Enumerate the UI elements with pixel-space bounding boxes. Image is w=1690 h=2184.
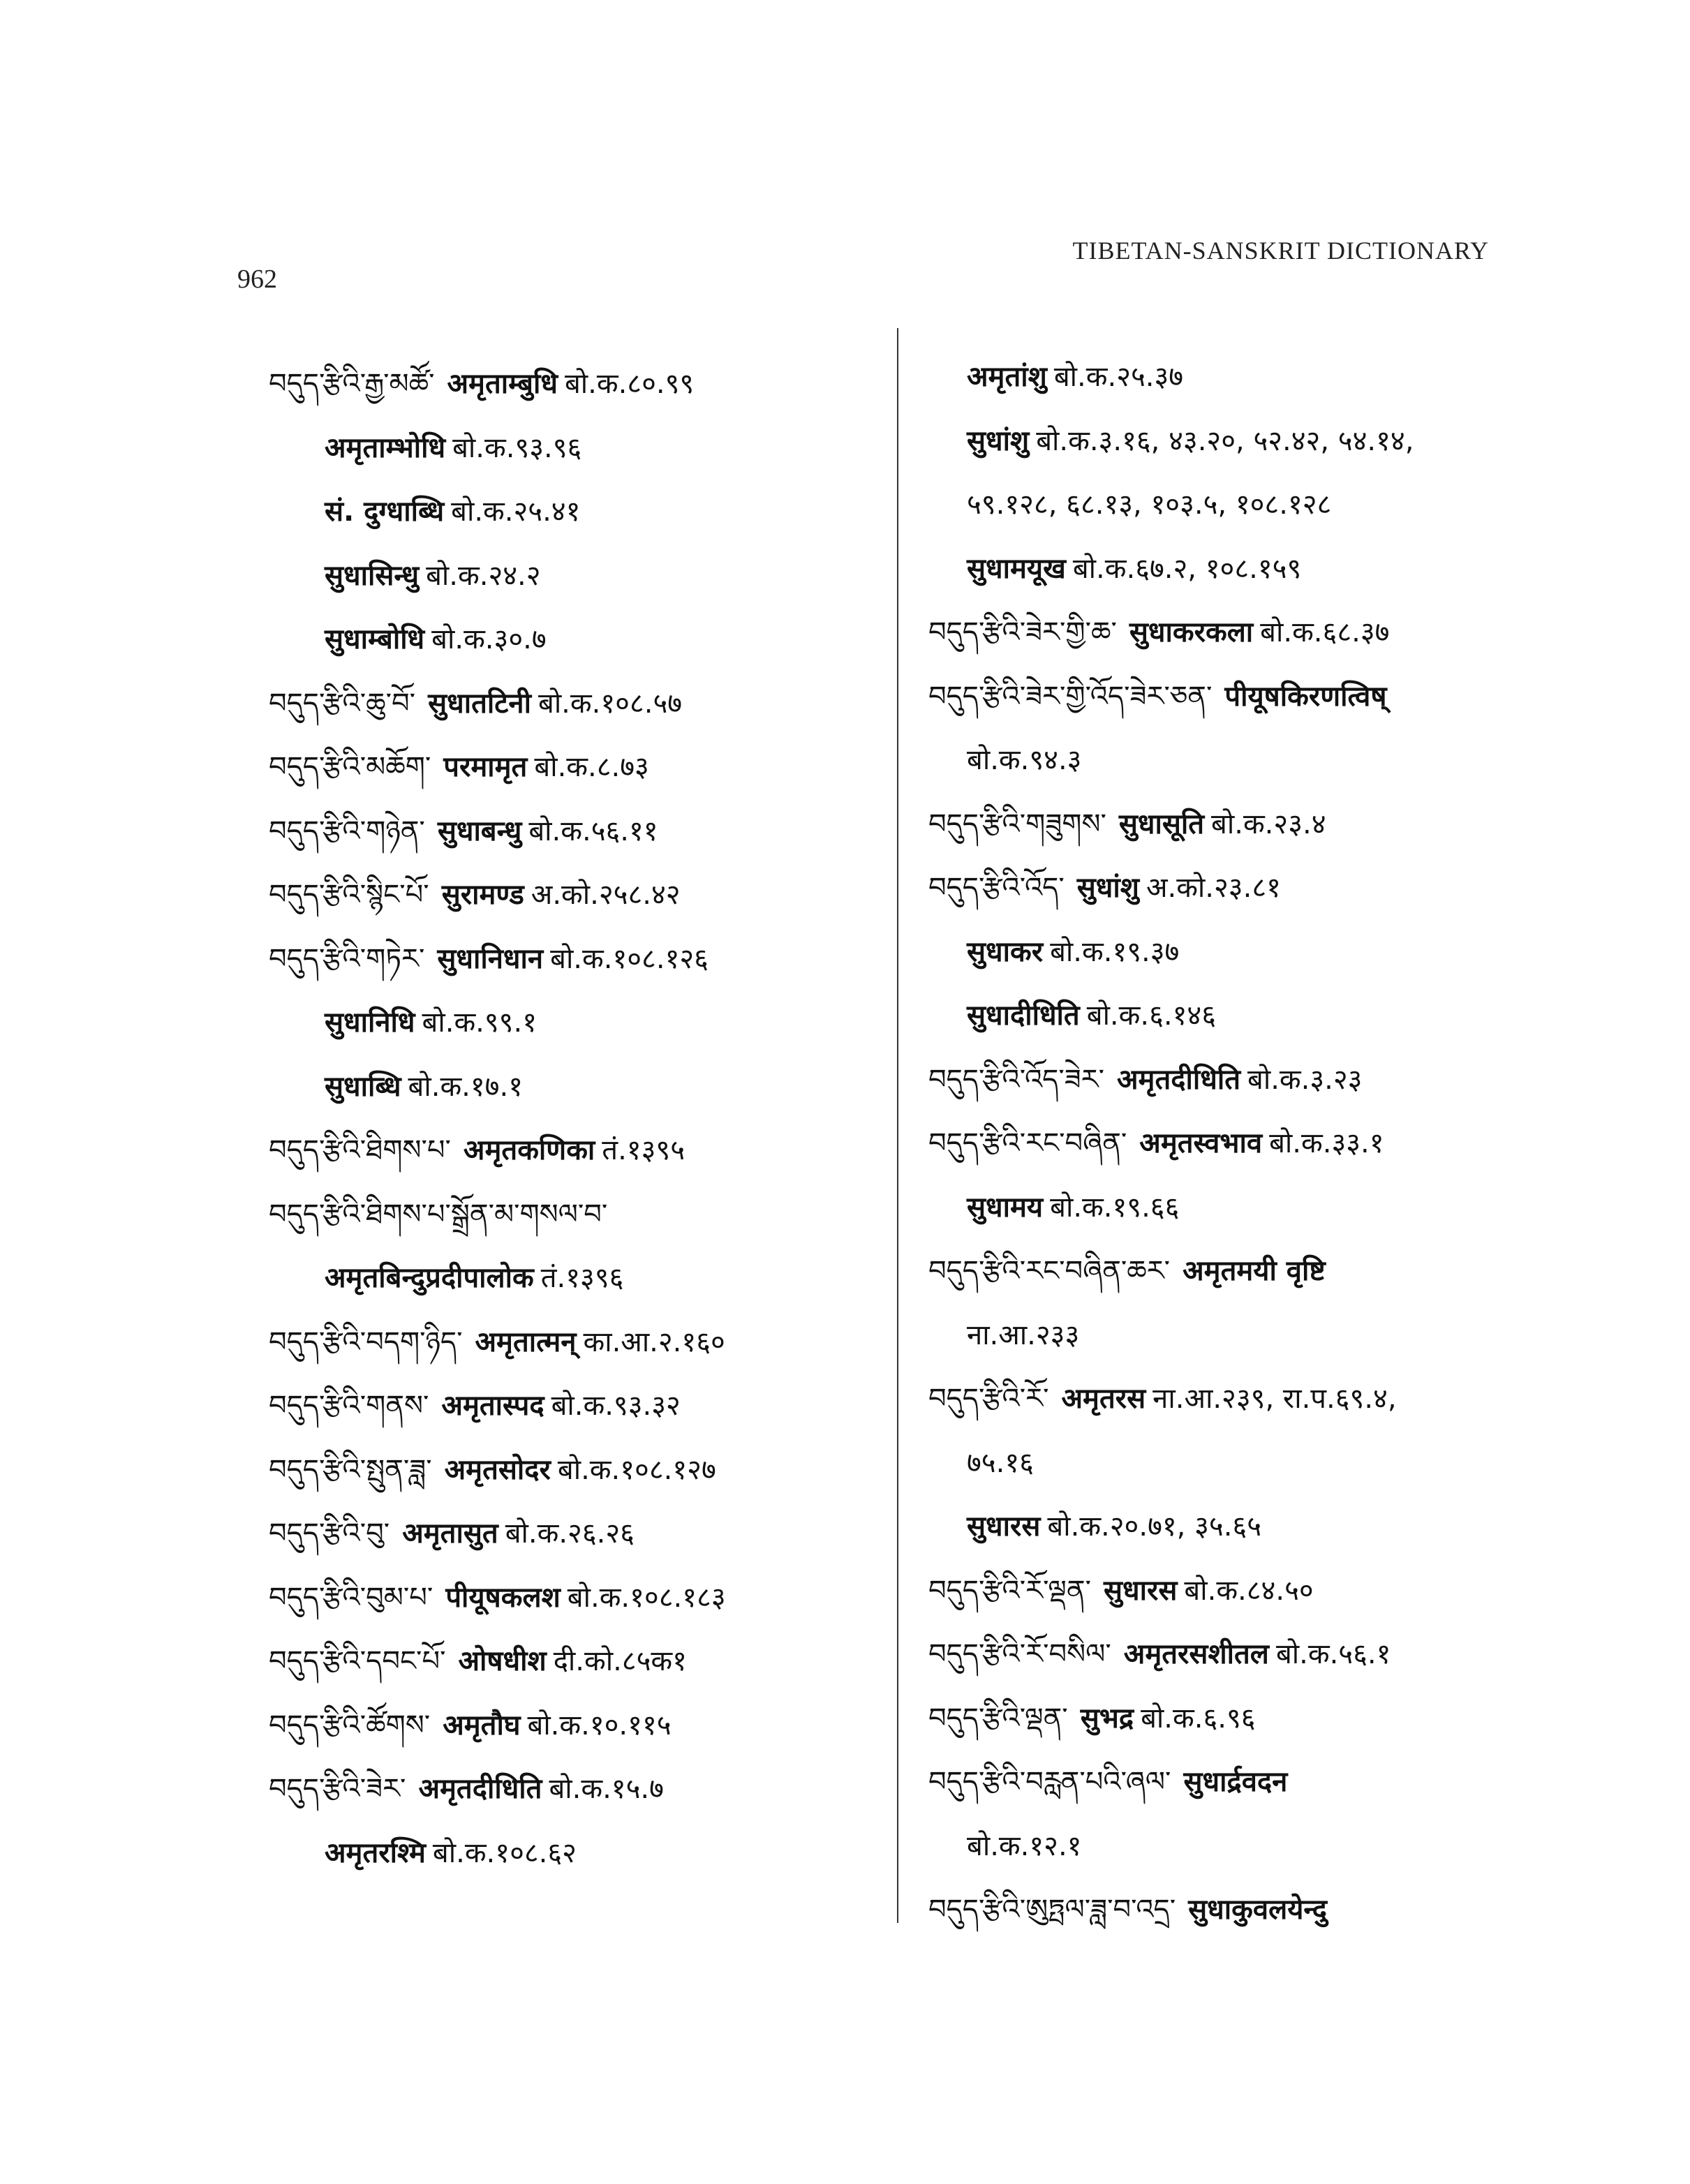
sanskrit-equivalent: सुधाबन्धु	[437, 815, 522, 847]
sanskrit-equivalent: अमृताम्बुधि	[447, 368, 558, 400]
tibetan-headword: བདུད་རྩིའི་མཆོག་	[269, 751, 431, 783]
tibetan-headword: བདུད་རྩིའི་གཉེན་	[269, 815, 425, 847]
dictionary-entry-line	[325, 427, 581, 469]
source-reference: अ.को.२३.८१	[1146, 872, 1281, 904]
tibetan-headword: བདུད་རྩིའི་ཟེར་གྱི་འོད་ཟེར་ཅན་	[928, 680, 1213, 713]
dictionary-entry-line	[325, 555, 541, 597]
sanskrit-equivalent: सुधाम्बोधि	[325, 623, 425, 655]
dictionary-entry-line	[967, 739, 1081, 781]
sanskrit-equivalent: अमृतबिन्दुप्रदीपालोक	[325, 1262, 534, 1294]
dictionary-entry-line	[967, 1187, 1179, 1228]
sanskrit-equivalent: अमृतरस	[1061, 1383, 1146, 1415]
source-reference: बो.क.६८.३७	[1260, 616, 1390, 648]
tibetan-headword: བདུད་རྩིའི་རོ་བསིལ་	[928, 1638, 1111, 1670]
sanskrit-equivalent: सुधाकरकला	[1129, 616, 1254, 648]
sanskrit-equivalent: अमृताम्भोधि	[325, 431, 446, 464]
dictionary-entry-line	[928, 1570, 1314, 1612]
tibetan-headword: བདུད་རྩིའི་ཟེར་	[269, 1773, 406, 1805]
dictionary-entry-line	[269, 874, 681, 916]
source-reference: बो.क.१०.११५	[527, 1709, 672, 1741]
sanskrit-equivalent: परमामृत	[443, 751, 528, 783]
sanskrit-equivalent: अमृतमयी वृष्टि	[1183, 1255, 1326, 1287]
source-reference: बो.क.२५.३७	[1053, 361, 1184, 393]
dictionary-entry-line	[928, 1698, 1256, 1739]
tibetan-headword: བདུད་རྩིའི་སྙིང་པོ་	[269, 879, 429, 911]
source-reference: ७५.१६	[967, 1446, 1034, 1479]
sanskrit-equivalent: अमृतौघ	[443, 1709, 521, 1741]
dictionary-entry-line	[269, 1129, 685, 1171]
dictionary-entry-line	[967, 995, 1216, 1037]
tibetan-headword: བདུད་རྩིའི་བདག་ཉིད་	[269, 1325, 463, 1358]
dictionary-entry-line	[928, 611, 1389, 653]
source-reference: बो.क.९३.९६	[452, 431, 582, 464]
tibetan-headword: བདུད་རྩིའི་ཐིགས་པ་སྒྲོན་མ་གསལ་བ་	[269, 1198, 608, 1231]
tibetan-headword: བདུད་རྩིའི་འོད་ཟེར་	[928, 1063, 1104, 1096]
dictionary-entry-line	[269, 1704, 672, 1746]
sanskrit-equivalent: अमृतस्वभाव	[1139, 1127, 1263, 1159]
dictionary-entry-line	[269, 1385, 681, 1427]
dictionary-entry-line	[967, 484, 1331, 526]
source-reference: बो.क.६.१४६	[1086, 1000, 1216, 1032]
sanskrit-equivalent: अमृतदीधिति	[418, 1773, 542, 1805]
source-reference: बो.क.८४.५०	[1184, 1574, 1314, 1607]
running-head: TIBETAN-SANSKRIT DICTIONARY	[1072, 237, 1489, 265]
source-reference: बो.क.१२.१	[967, 1829, 1082, 1862]
source-reference: बो.क.१०८.१२६	[550, 942, 709, 975]
dictionary-entry-line	[269, 1768, 664, 1810]
source-reference: बो.क.३.१६, ४३.२०, ५२.४२, ५४.१४,	[1036, 424, 1414, 457]
source-reference: बो.क.९९.१	[422, 1006, 537, 1039]
dictionary-entry-line	[967, 1442, 1034, 1484]
tibetan-headword: བདུད་རྩིའི་འོད་	[928, 872, 1065, 904]
dictionary-entry-line	[967, 1506, 1261, 1547]
source-reference: बो.क.२५.४१	[451, 496, 581, 528]
source-reference: बो.क.८.७३	[534, 751, 649, 783]
sanskrit-equivalent: अमृतास्पद	[441, 1390, 544, 1422]
sanskrit-equivalent: सुधांशु	[967, 424, 1030, 457]
tibetan-headword: བདུད་རྩིའི་སྤུན་ཟླ་	[269, 1453, 432, 1486]
tibetan-headword: བདུད་རྩིའི་བུམ་པ་	[269, 1581, 433, 1614]
sanskrit-equivalent: सुधासूति	[1118, 808, 1205, 840]
dictionary-entry-line	[269, 1513, 635, 1554]
source-reference: बो.क.२०.७१, ३५.६५	[1047, 1510, 1262, 1543]
column-divider	[897, 328, 898, 1923]
sanskrit-equivalent: सुधामय	[967, 1191, 1044, 1224]
tibetan-headword: བདུད་རྩིའི་གཟུགས་	[928, 808, 1106, 840]
tibetan-headword: བདུད་རྩིའི་བརླན་པའི་ཞལ་	[928, 1766, 1171, 1798]
source-reference: बो.क.१९.६६	[1050, 1191, 1180, 1224]
source-reference: ५९.१२८, ६८.१३, १०३.५, १०८.१२८	[967, 489, 1332, 521]
source-reference: बो.क.१७.१	[408, 1070, 523, 1103]
sanskrit-equivalent: सुधानिधि	[325, 1006, 415, 1039]
sanskrit-equivalent: सुधामयूख	[967, 552, 1066, 585]
source-reference: बो.क.५६.११	[528, 815, 658, 847]
tibetan-headword: བདུད་རྩིའི་རང་བཞིན་	[928, 1127, 1127, 1159]
tibetan-headword: བདུད་རྩིའི་བུ་	[269, 1517, 390, 1550]
dictionary-entry-line	[269, 810, 658, 852]
sanskrit-equivalent: पीयूषकिरणत्विष्	[1224, 680, 1387, 713]
dictionary-entry-line	[928, 803, 1326, 845]
tibetan-headword: བདུད་རྩིའི་དབང་པོ་	[269, 1645, 446, 1677]
dictionary-entry-line	[269, 1640, 687, 1682]
source-reference: तं.१३९६	[540, 1262, 624, 1294]
sanskrit-equivalent: अमृतात्मन्	[475, 1325, 577, 1358]
source-reference: बो.क.६.९६	[1141, 1702, 1256, 1734]
source-reference: बो.क.५६.१	[1275, 1638, 1391, 1670]
sanskrit-equivalent: अमृतरसशीतल	[1123, 1638, 1269, 1670]
sanskrit-equivalent: सुधादीधिति	[967, 1000, 1080, 1032]
tibetan-headword: བདུད་རྩིའི་ཆུ་བོ་	[269, 687, 416, 720]
source-reference: अ.को.२५८.४२	[531, 879, 681, 911]
tibetan-headword: བདུད་རྩིའི་ཟེར་གྱི་ཆ་	[928, 616, 1117, 648]
source-reference: बो.क.१०८.१८३	[567, 1581, 726, 1614]
dictionary-entry-line	[269, 1321, 725, 1363]
sanskrit-equivalent: ओषधीश	[458, 1645, 547, 1677]
dictionary-entry-line	[325, 1257, 623, 1299]
source-reference: बो.क.३.२३	[1247, 1063, 1363, 1096]
dictionary-entry-line	[325, 1002, 537, 1043]
source-reference: बो.क.१०८.५७	[538, 687, 683, 720]
source-reference: बो.क.९३.३२	[551, 1390, 681, 1422]
source-reference: बो.क.३३.१	[1269, 1127, 1384, 1159]
sanskrit-equivalent: अमृतकणिका	[463, 1134, 595, 1166]
dictionary-entry-line	[269, 938, 709, 980]
sanskrit-equivalent: अमृतांशु	[967, 361, 1047, 393]
sanskrit-equivalent: सुधांशु	[1076, 872, 1139, 904]
tibetan-headword: བདུད་རྩིའི་གནས་	[269, 1390, 429, 1422]
source-reference: ना.आ.२३३	[967, 1318, 1080, 1351]
tibetan-headword: བདུད་རྩིའི་རོ་	[928, 1383, 1049, 1415]
sanskrit-equivalent: सुधातटिनी	[428, 687, 531, 720]
sanskrit-equivalent: सुरामण्ड	[441, 879, 524, 911]
dictionary-entry-line	[967, 420, 1414, 462]
tibetan-headword: བདུད་རྩིའི་རང་བཞིན་ཆར་	[928, 1255, 1171, 1287]
sanskrit-equivalent: सुधाकर	[967, 935, 1044, 968]
dictionary-entry-line	[928, 1059, 1362, 1101]
sanskrit-equivalent: सुधानिधान	[437, 942, 544, 975]
source-reference: बो.क.२६.२६	[505, 1517, 635, 1550]
tibetan-headword: བདུད་རྩིའི་ལྡན་	[928, 1702, 1068, 1734]
sanskrit-equivalent: सुधाकुवलयेन्दु	[1188, 1894, 1328, 1926]
dictionary-entry-line	[928, 676, 1393, 718]
dictionary-entry-line	[928, 1889, 1334, 1931]
dictionary-entry-line	[325, 618, 547, 660]
dictionary-entry-line	[325, 1066, 523, 1108]
sanskrit-equivalent: सुभद्र	[1080, 1702, 1134, 1734]
dictionary-entry-line	[928, 1633, 1391, 1675]
dictionary-entry-line	[269, 1577, 726, 1619]
sanskrit-equivalent: अमृतरश्मि	[325, 1836, 426, 1869]
source-reference: तं.१३९५	[602, 1134, 685, 1166]
dictionary-entry-line	[325, 491, 580, 533]
dictionary-entry-line	[928, 1378, 1397, 1420]
sanskrit-equivalent: अमृतासुत	[402, 1517, 498, 1550]
source-reference: बो.क.२३.४	[1211, 808, 1326, 840]
source-reference: बो.क.१५.७	[549, 1773, 664, 1805]
dictionary-entry-line	[269, 363, 694, 405]
source-reference: बो.क.२४.२	[426, 559, 541, 592]
dictionary-entry-line	[928, 1122, 1384, 1164]
source-reference: बो.क.१०८.१२७	[557, 1453, 716, 1486]
source-reference: दी.को.८५क१	[553, 1645, 687, 1677]
tibetan-headword: བདུད་རྩིའི་རོ་ལྡན་	[928, 1574, 1091, 1607]
source-reference: बो.क.९४.३	[967, 744, 1082, 776]
dictionary-entry-line	[967, 356, 1183, 398]
dictionary-entry-line	[325, 1832, 577, 1874]
dictionary-entry-line	[928, 1250, 1333, 1292]
sanskrit-equivalent: सं. दुग्धाब्धि	[325, 496, 445, 528]
dictionary-entry-line	[967, 1314, 1079, 1356]
source-reference: बो.क.३०.७	[431, 623, 547, 655]
sanskrit-equivalent: सुधारस	[967, 1510, 1041, 1543]
source-reference: बो.क.१९.३७	[1050, 935, 1180, 968]
source-reference: ना.आ.२३९, रा.प.६९.४,	[1152, 1383, 1397, 1415]
tibetan-headword: བདུད་རྩིའི་རྒྱ་མཚོ་	[269, 368, 435, 400]
dictionary-entry-line	[967, 1825, 1081, 1867]
dictionary-entry-line	[967, 548, 1301, 590]
source-reference: बो.क.८०.९९	[564, 368, 695, 400]
dictionary-entry-line	[269, 746, 649, 788]
sanskrit-equivalent: सुधासिन्धु	[325, 559, 420, 592]
tibetan-headword: བདུད་རྩིའི་ཨུཏྤལ་ཟླ་བ་འདྲ་	[928, 1894, 1176, 1926]
sanskrit-equivalent: पीयूषकलश	[445, 1581, 561, 1614]
tibetan-headword: བདུད་རྩིའི་གཏེར་	[269, 942, 425, 975]
source-reference: बो.क.१०८.६२	[432, 1836, 577, 1869]
dictionary-entry-line	[967, 931, 1179, 973]
sanskrit-equivalent: सुधारस	[1104, 1574, 1178, 1607]
source-reference: बो.क.६७.२, १०८.१५९	[1072, 552, 1302, 585]
sanskrit-equivalent: अमृतसोदर	[444, 1453, 551, 1486]
dictionary-entry-line	[928, 1761, 1294, 1803]
page-number: 962	[237, 265, 277, 294]
source-reference: का.आ.२.१६०	[583, 1325, 725, 1358]
tibetan-headword: བདུད་རྩིའི་ཚོགས་	[269, 1709, 431, 1741]
tibetan-headword: བདུད་རྩིའི་ཐིགས་པ་	[269, 1134, 451, 1166]
sanskrit-equivalent: सुधाब्धि	[325, 1070, 401, 1103]
dictionary-entry-line	[269, 1449, 716, 1491]
sanskrit-equivalent: सुधार्द्रवदन	[1183, 1766, 1288, 1798]
dictionary-entry-line	[269, 683, 682, 725]
dictionary-entry-line	[269, 1194, 620, 1235]
sanskrit-equivalent: अमृतदीधिति	[1117, 1063, 1240, 1096]
dictionary-entry-line	[928, 867, 1281, 909]
